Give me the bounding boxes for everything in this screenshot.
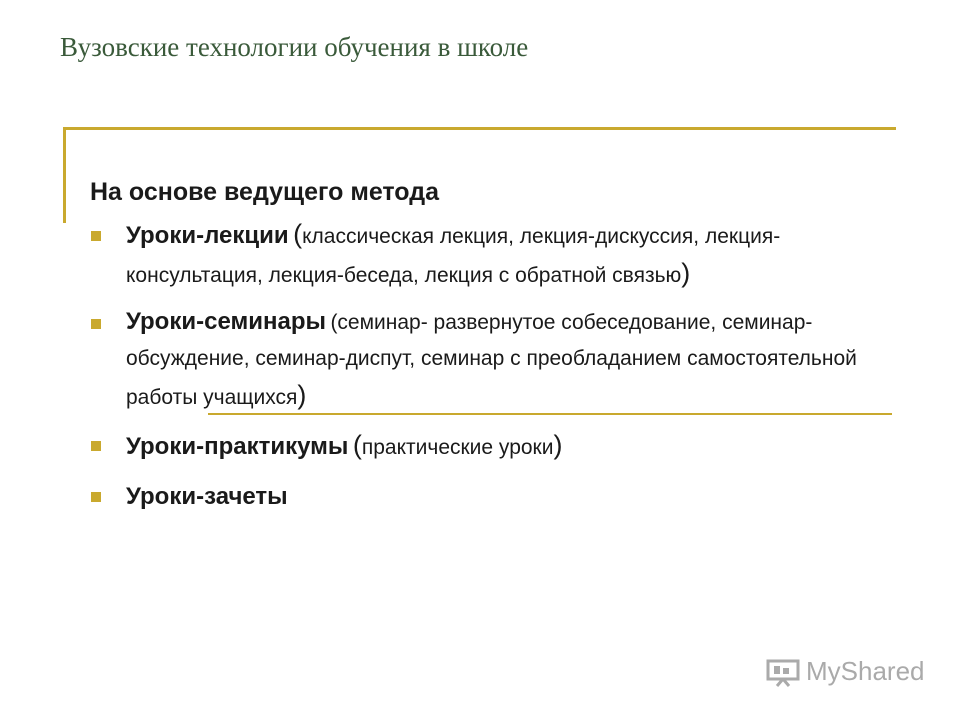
presentation-board-icon [766, 657, 800, 687]
list-item [90, 478, 910, 518]
square-bullet-icon [91, 441, 101, 451]
item-bold: Уроки-зачеты [126, 483, 288, 510]
item-open-paren: ( [293, 219, 303, 249]
item-open-paren: ( [352, 430, 362, 460]
item-text: классическая лекция, лекция-дискуссия, лекция-консультация, лекция-беседа, лекция с обратной связью [126, 225, 781, 287]
item-close-paren: ) [553, 430, 563, 460]
slide-title: Вузовские технологии обучения в школе [60, 32, 529, 62]
content-area [90, 178, 910, 528]
item-bold: Уроки-лекции [126, 222, 289, 249]
logo-text: MyShared [806, 656, 925, 686]
myshared-logo[interactable] [766, 656, 925, 687]
list-item [90, 217, 910, 295]
item-text: (семинар- развернутое собеседование, семинар-обсуждение, семинар-диспут, семинар с преобладанием самостоятельной работы учащихся [126, 311, 857, 409]
item-bold: Уроки-практикумы [126, 433, 349, 460]
list-item [90, 427, 910, 468]
square-bullet-icon [91, 319, 101, 329]
square-bullet-icon [91, 492, 101, 502]
frame-top-line [63, 127, 896, 130]
square-bullet-icon [91, 231, 101, 241]
list-item [90, 305, 910, 417]
item-text: практические уроки [361, 436, 554, 459]
frame-left-line [63, 127, 66, 223]
item-bold: Уроки-семинары [126, 308, 326, 335]
item-close-paren: ) [297, 380, 307, 410]
item-close-paren: ) [681, 258, 691, 288]
content-heading: На основе ведущего метода [90, 178, 440, 206]
bullet-list [90, 217, 910, 518]
